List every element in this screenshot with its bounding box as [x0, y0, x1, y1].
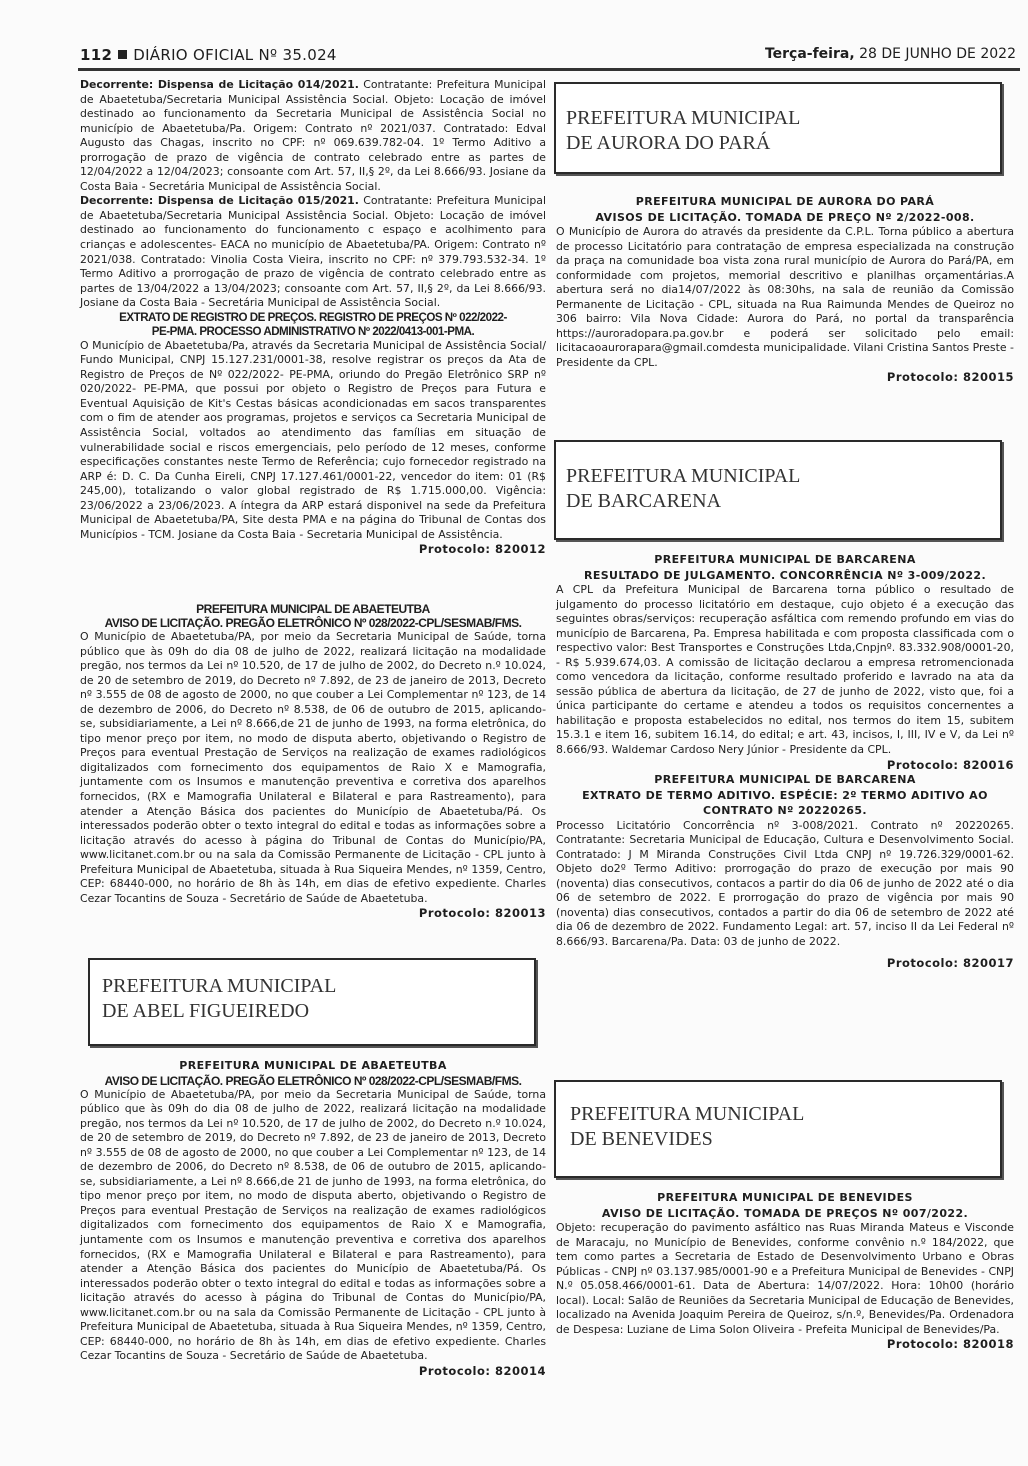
notice-lead: Decorrente: Dispensa de Licitação 014/2021.: [80, 78, 359, 91]
notice-heading: PE-PMA. PROCESSO ADMINISTRATIVO Nº 2022/0413-001-PMA.: [151, 324, 475, 338]
notice-dispensa-014: [80, 78, 546, 557]
notice-heading: PREFEITURA MUNICIPAL DE ABAETEUTBA: [179, 1059, 447, 1072]
publication-title: [80, 46, 337, 64]
protocol-number: Protocolo: 820017: [886, 955, 1014, 970]
protocol-number: Protocolo: 820013: [418, 906, 546, 921]
notice-heading: AVISO DE LICITAÇÃO. PREGÃO ELETRÔNICO Nº 028/2022-CPL/SESMAB/FMS.: [104, 616, 522, 630]
notice-heading: AVISO DE LICITAÇÃO. PREGÃO ELETRÔNICO Nº 028/2022-CPL/SESMAB/FMS.: [104, 1073, 522, 1088]
notice-heading: AVISOS DE LICITAÇÃO. TOMADA DE PREÇO Nº 2/2022-008.: [595, 210, 975, 224]
page-number: 112: [80, 46, 113, 64]
notice-body: O Município de Abaetetuba/PA, por meio da Secretaria Municipal de Saúde, torna público que às 09h do dia 08 de julho de 2022, realizará licitação na modalidade pregão, nos termos da Lei nº 10.520, de 17 de julho de 2002, do Decreto n.º 10.024, de 20 de setembro de 2019, do Decreto nº 7.892, de 23 de janeiro de 2013, Decreto nº 3.555 de 08 de agosto de 2000, no que couber a Lei Complementar nº 123, de 14 de dezembro de 2006, do Decreto nº 8.538, de 06 de outubro de 2015, aplicando- se, subsidiariamente, a Lei nº 8.666,de 21 de junho de 1993, na forma eletrônica, do tipo menor preço por item, no modo de disputa aberto, objetivando o Registro de Preços para eventual Prestação de Serviços na realização de exames radiológicos digitalizados com fornecimento dos equipamentos de Raio X e Mamografia, juntamente com os Insumos e manutenção preventiva e corretiva dos aparelhos fornecidos, (RX e Mamografia Unilateral e Bilateral e para Rastreamento), para atender a Atenção Básica dos pacientes do Município de Abaetetuba/Pá. Os interessados poderão obter o texto integral do edital e todas as informações sobre a licitação através do acesso à página do Tribunal de Contas do Município/PA, www.licitanet.com.br ou na sala da Comissão Permanente de Licitação - CPL junto à Prefeitura Municipal de Abaetetuba, situada à Rua Siqueira Mendes, nº 1359, Centro, CEP: 68440-000, no horário de 8h às 14h, em dias de efetivo expediente. Charles Cezar Tocantins de Souza - Secretário de Saúde de Abaetetuba.: [80, 630, 546, 905]
notice-body: Objeto: recuperação do pavimento asfáltico nas Ruas Miranda Mateus e Visconde de Maracaju, no Município de Benevides, conforme convênio n.º 184/2022, que tem como partes a Secretaria de Estado de Desenvolvimento Urbano e Obras Públicas - CNPJ nº 03.137.985/0001-90 e a Prefeitura Municipal de Benevides - CNPJ N.º 05.058.466/0001-61. Data de Abertura: 14/07/2022. Hora: 10h00 (horário local). Local: Salão de Reuniões da Secretaria Municipal de Educação de Benevides, localizado na Avenida Joaquim Pereira de Queiroz, s/n.º, Benevides/Pa. Ordenadora de Despesa: Luziane de Lima Solon Oliveira - Prefeita Municipal de Benevides/Pa.: [556, 1221, 1014, 1336]
section-title: PREFEITURA MUNICIPAL: [102, 975, 337, 997]
section-title: DE BARCARENA: [566, 490, 722, 512]
notice-lead: Decorrente: Dispensa de Licitação 015/2021.: [80, 194, 359, 208]
notice-heading: PREFEITURA MUNICIPAL DE ABAETEUTBA: [196, 602, 430, 616]
protocol-number: Protocolo: 820014: [418, 1363, 546, 1378]
section-title: DE ABEL FIGUEIREDO: [102, 1000, 310, 1022]
notice-body: Processo Licitatório Concorrência nº 3-008/2021. Contrato nº 20220265. Contratante: Secretaria Municipal de Educação, Cultura e Desenvolvimento Social. Contratado: J M Miranda Construções Civil Ltda CNPJ nº 19.726.329/0001-62. Objeto do2º Termo Aditivo: prorrogação do prazo de execução por mais 90 (noventa) dias consecutivos, contacos a partir do dia 06 de junho de 2022 até o dia 06 de setembro de 2022. E prorrogação do prazo de vigência por mais 90 (noventa) dias consecutivos, contados a partir do dia 06 de setembro de 2022 até dia 06 de dezembro de 2022. Fundamento Legal: art. 57, inciso II da Lei Federal nº 8.666/93. Barcarena/Pa. Data: 03 de junho de 2022.: [556, 818, 1014, 948]
notice-heading: EXTRATO DE TERMO ADITIVO. ESPÉCIE: 2º TERMO ADITIVO AO: [582, 788, 988, 802]
section-box-benevides: [554, 1080, 1002, 1178]
notice-aurora: [556, 194, 1014, 385]
notice-heading: AVISO DE LICITAÇÃO. TOMADA DE PREÇOS Nº 007/2022.: [601, 1206, 969, 1220]
section-box-abel-figueiredo: [88, 958, 536, 1046]
protocol-number: Protocolo: 820015: [886, 370, 1014, 385]
publication-date: [765, 46, 1016, 62]
notice-body: A CPL da Prefeitura Municipal de Barcarena torna público o resultado de julgamento do processo licitatório em destaque, cujo objeto é a execução das seguintes obras/serviços: recuperação asfáltica com remendo profundo em vias do município de Barcarena, Pa. Empresa habilitada e com proposta classificada com o respectivo valor: Best Transportes e Construções Ltda,Cnpjnº. 83.332.908/0001-20, - R$ 5.939.674,03. A comissão de licitação declarou a empresa retromencionada como vencedora da licitação, conforme resultado proferido e lavrado na ata da sessão pública de abertura da licitação, de 27 de junho de 2022, visto que, foi a única participante do certame e atendeu a todos os requisitos concernentes a habilitação e proposta estabelecidos no edital, nos termos do item 15, subitem 15.3.1 e item 16, subitem 16.14, do edital; e art. 43, incisos, I, III, IV e V, da Lei nº 8.666/93. Waldemar Cardoso Nery Júnior - Presidente da CPL.: [556, 583, 1014, 757]
square-bullet-icon: [118, 50, 127, 59]
protocol-number: Protocolo: 820012: [418, 542, 546, 557]
notice-heading: EXTRATO DE REGISTRO DE PREÇOS. REGISTRO DE PREÇOS Nº 022/2022-: [119, 310, 507, 324]
notice-heading: RESULTADO DE JULGAMENTO. CONCORRÊNCIA Nº 3-009/2022.: [583, 568, 987, 582]
section-box-barcarena: [554, 440, 1002, 540]
notice-barcarena-julgamento: [556, 552, 1014, 970]
section-title: PREFEITURA MUNICIPAL: [566, 465, 801, 487]
notice-pregao-abaetetuba-1: [80, 602, 546, 921]
date: 28 DE JUNHO DE 2022: [859, 46, 1016, 62]
notice-body: O Município de Aurora do através da presidente da C.P.L. Torna público a abertura de processo Licitatório para contratação de empresa especializada na construção da praça na comunidade boa vista zona rural município de Aurora do Pará/PA, em conformidade com projetos, memorial descritivo e planilhas orçamentárias.A abertura será no dia14/07/2022 às 08:30hs, na sala de reunião da Comissão Permanente de Licitação - CPL, situada na Rua Raimunda Mendes de Queiroz no 306 bairro: Vila Nova Cidade: Aurora do Pará, no portal da transparência https://auroradopara.pa.gov.br e poderá ser solicitado pelo email: licitacaoaurorapara@gmail.comdesta municipalidade. Vilani Cristina Santos Preste - Presidente da CPL.: [556, 225, 1014, 369]
notice-body: O Município de Abaetetuba/PA, por meio da Secretaria Municipal de Saúde, torna público que às 09h do dia 08 de julho de 2022, realizará licitação na modalidade pregão, nos termos da Lei nº 10.520, de 17 de julho de 2002, do Decreto n.º 10.024, de 20 de setembro de 2019, do Decreto nº 7.892, de 23 de janeiro de 2013, Decreto nº 3.555 de 08 de agosto de 2000, no que couber a Lei Complementar nº 123, de 14 de dezembro de 2006, do Decreto nº 8.538, de 06 de outubro de 2015, aplicando- se, subsidiariamente, a Lei nº 8.666,de 21 de junho de 1993, na forma eletrônica, do tipo menor preço por item, no modo de disputa aberto, objetivando o Registro de Preços para eventual Prestação de Serviços na realização de exames radiológicos digitalizados com fornecimento dos equipamentos de Raio X e Mamografia, juntamente com os Insumos e manutenção preventiva e corretiva dos aparelhos fornecidos, (RX e Mamografia Unilateral e Bilateral e para Rastreamento), para atender a Atenção Básica dos pacientes do Município de Abaetetuba/Pá. Os interessados poderão obter o texto integral do edital e todas as informações sobre a licitação através do acesso à página do Tribunal de Contas do Município/PA, www.licitanet.com.br ou na sala da Comissão Permanente de Licitação - CPL junto à Prefeitura Municipal de Abaetetuba, situada à Rua Siqueira Mendes, nº 1359, Centro, CEP: 68440-000, no horário de 8h às 14h, em dias de efetivo expediente. Charles Cezar Tocantins de Souza - Secretário de Saúde de Abaetetuba.: [80, 1087, 546, 1363]
notice-heading: PREFEITURA MUNICIPAL DE BENEVIDES: [657, 1191, 913, 1204]
section-box-aurora-do-para: [554, 82, 1002, 174]
notice-benevides: [556, 1190, 1014, 1352]
notice-paragraph: [80, 194, 546, 310]
notice-body: Contratante: Prefeitura Municipal de Abaetetuba/Secretaria Municipal Assistência Social. Objeto: Locação de imóvel destinado ao funcionamento do funcionamento c espaço e acolhimento para crianças e adolescentes- EACA no município de Abaetetuba/PA. Origem: Contrato nº 2021/038. Contratado: Vinolia Costa Vieira, inscrito no CPF: nº 379.793.532-34. 1º Termo Aditivo a prorrogação de prazo de vigência de contrato celebrado entre as partes de 13/04/2022 a 13/04/2023; consoante com Art. 57, II,§ 2º, da Lei 8.666/93. Josiane da Costa Baia - Secretária Municipal de Assistência Social.: [80, 194, 546, 310]
section-title: DE BENEVIDES: [570, 1128, 713, 1150]
notice-paragraph: [80, 78, 546, 194]
section-title: PREFEITURA MUNICIPAL: [566, 107, 801, 129]
protocol-number: Protocolo: 820018: [886, 1337, 1014, 1352]
notice-heading: PREFEITURA MUNICIPAL DE BARCARENA: [654, 553, 916, 566]
notice-heading: PREFEITURA MUNICIPAL DE AURORA DO PARÁ: [635, 195, 935, 208]
notice-heading: CONTRATO Nº 20220265.: [703, 804, 867, 818]
section-title: PREFEITURA MUNICIPAL: [570, 1103, 805, 1125]
publication-name: DIÁRIO OFICIAL Nº 35.024: [133, 46, 337, 64]
notice-heading: PREFEITURA MUNICIPAL DE BARCARENA: [654, 773, 916, 787]
header-rule: [78, 68, 1020, 71]
protocol-number: Protocolo: 820016: [886, 757, 1014, 772]
notice-body: O Município de Abaetetuba/Pa, através da Secretaria Municipal de Assistência Social/ Fundo Municipal, CNPJ 15.127.231/0001-38, resolve registrar os preços da Ata de Registro de Preços de Nº 022/2022- PE-PMA, oriundo do Pregão Eletrônico SRP nº 020/2022- PE-PMA, que possui por objeto o Registro de Preços para Futura e Eventual Aquisição de Kit's Cestas básicas acondicionadas em sacos transparentes com o fim de atender aos programas, projetos e serviços ca Secretaria Municipal de Assistência Social, voltados ao atendimento das famílias em situação de vulnerabilidade social e riscos emergenciais, pelo período de 12 meses, conforme especificações constantes neste Termo de Referência; cujo fornecedor registrado na ARP é: D. C. Da Cunha Eireli, CNPJ 17.127.461/0001-22, vencedor do item: 01 (R$ 245,00), totalizando o valor global registrado de R$ 1.715.000,00. Vigência: 23/06/2022 a 23/06/2023. A íntegra da ARP estará disponivel na sede da Prefeitura Municipal de Abaetetuba/PA, Site desta PMA e na página do Tribunal de Contas dos Municípios - TCM. Josiane da Costa Baia - Secretaria Municipal de Assistência.: [80, 338, 546, 541]
notice-pregao-abaetetuba-2: [80, 1058, 546, 1378]
notice-body: Contratante: Prefeitura Municipal de Abaetetuba/Secretaria Municipal Assistência Social. Objeto: Locação de imóvel destinado ao funcionamento da Secretaria Municipal de Assistência Social no município de Abaetetuba/Pa. Origem: Contrato nº 2021/037. Contratado: Edval Augusto das Chagas, inscrito no CPF: nº 069.639.782-04. 1º Termo Aditivo a prorrogação de prazo de vigência de contrato celebrado entre as partes de 12/04/2022 a 12/04/2023; consoante com Art. 57, II,§ 2º, da Lei 8.666/93. Josiane da Costa Baia - Secretária Municipal de Assistência Social.: [80, 78, 546, 193]
weekday: Terça-feira,: [764, 46, 855, 62]
section-title: DE AURORA DO PARÁ: [566, 132, 771, 154]
